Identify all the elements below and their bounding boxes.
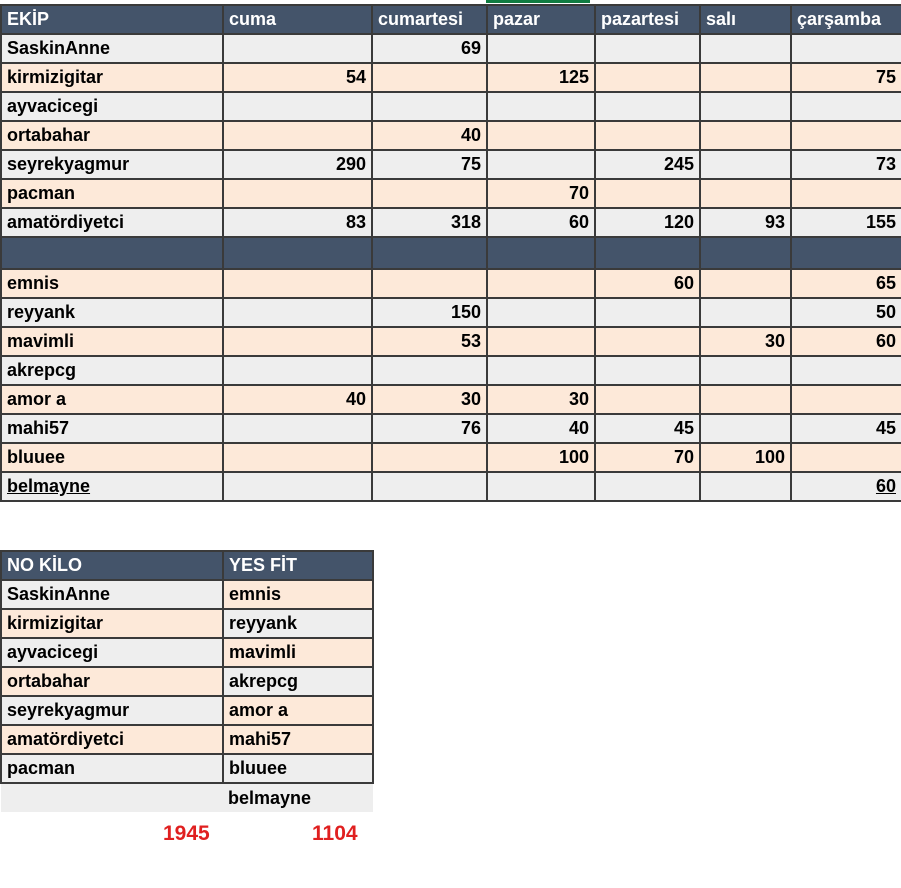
cell-value[interactable] — [595, 327, 700, 356]
cell-value[interactable] — [700, 92, 791, 121]
table-row — [1, 208, 901, 237]
cell-value[interactable] — [223, 356, 372, 385]
cell-value[interactable] — [700, 150, 791, 179]
cell-value[interactable] — [223, 472, 372, 501]
cell-value[interactable] — [223, 92, 372, 121]
table-row — [1, 356, 901, 385]
yes-fit-total: 1104 — [312, 822, 358, 845]
cell-value[interactable] — [791, 385, 901, 414]
table-row — [1, 298, 901, 327]
cell-value[interactable] — [595, 472, 700, 501]
separator-cell[interactable] — [223, 237, 372, 269]
no-kilo-name[interactable]: SaskinAnne — [1, 580, 223, 609]
column-header-no-kilo[interactable]: NO KİLO — [1, 551, 223, 580]
separator-cell[interactable] — [487, 237, 595, 269]
cell-value[interactable] — [223, 414, 372, 443]
cell-value[interactable]: 30 — [372, 385, 487, 414]
member-name[interactable]: emnis — [1, 269, 223, 298]
cell-value[interactable]: 100 — [487, 443, 595, 472]
cell-value[interactable] — [700, 179, 791, 208]
summary-header-row — [1, 551, 373, 580]
column-header-yes-fit[interactable]: YES FİT — [223, 551, 373, 580]
yes-fit-name[interactable]: mavimli — [223, 638, 373, 667]
cell-value[interactable]: 290 — [223, 150, 372, 179]
cell-value[interactable] — [372, 472, 487, 501]
table-row — [1, 414, 901, 443]
cell-value[interactable] — [791, 34, 901, 63]
cell-value[interactable] — [372, 356, 487, 385]
no-kilo-name[interactable] — [1, 783, 223, 812]
cell-value[interactable]: 318 — [372, 208, 487, 237]
member-name[interactable]: bluuee — [1, 443, 223, 472]
yes-fit-name[interactable]: amor a — [223, 696, 373, 725]
table-row — [1, 696, 373, 725]
cell-value[interactable] — [595, 179, 700, 208]
cell-value[interactable]: 40 — [372, 121, 487, 150]
cell-value[interactable]: 245 — [595, 150, 700, 179]
cell-value[interactable]: 93 — [700, 208, 791, 237]
cell-value[interactable]: 45 — [595, 414, 700, 443]
cell-value[interactable] — [595, 63, 700, 92]
member-name[interactable]: belmayne — [1, 472, 223, 501]
cell-value[interactable]: 60 — [487, 208, 595, 237]
cell-value[interactable] — [372, 269, 487, 298]
no-kilo-name[interactable]: ortabahar — [1, 667, 223, 696]
no-kilo-name[interactable]: kirmizigitar — [1, 609, 223, 638]
cell-value[interactable] — [595, 298, 700, 327]
cell-value[interactable]: 60 — [791, 472, 901, 501]
member-name[interactable]: ayvacicegi — [1, 92, 223, 121]
cell-value[interactable]: 155 — [791, 208, 901, 237]
cell-value[interactable] — [700, 121, 791, 150]
table-row — [1, 269, 901, 298]
table-row — [1, 667, 373, 696]
cell-value[interactable]: 120 — [595, 208, 700, 237]
cell-value[interactable] — [595, 385, 700, 414]
cell-value[interactable]: 40 — [487, 414, 595, 443]
table-row — [1, 472, 901, 501]
cell-value[interactable]: 75 — [372, 150, 487, 179]
cell-value[interactable] — [700, 356, 791, 385]
table-row — [1, 580, 373, 609]
cell-value[interactable]: 75 — [791, 63, 901, 92]
member-name[interactable]: ortabahar — [1, 121, 223, 150]
member-name[interactable]: amor a — [1, 385, 223, 414]
cell-value[interactable] — [487, 327, 595, 356]
member-name[interactable]: amatördiyetci — [1, 208, 223, 237]
table-row — [1, 179, 901, 208]
separator-cell[interactable] — [1, 237, 223, 269]
yes-fit-name[interactable]: mahi57 — [223, 725, 373, 754]
separator-cell[interactable] — [372, 237, 487, 269]
group-separator-row — [1, 237, 901, 269]
cell-value[interactable]: 70 — [487, 179, 595, 208]
cell-value[interactable] — [487, 34, 595, 63]
cell-value[interactable] — [791, 121, 901, 150]
cell-value[interactable]: 100 — [700, 443, 791, 472]
separator-cell[interactable] — [791, 237, 901, 269]
table-row — [1, 609, 373, 638]
yes-fit-name[interactable]: akrepcg — [223, 667, 373, 696]
member-name[interactable]: reyyank — [1, 298, 223, 327]
cell-value[interactable]: 45 — [791, 414, 901, 443]
table-row — [1, 725, 373, 754]
member-name[interactable]: kirmizigitar — [1, 63, 223, 92]
cell-value[interactable]: 76 — [372, 414, 487, 443]
cell-value[interactable] — [791, 356, 901, 385]
cell-value[interactable] — [487, 269, 595, 298]
summary-table — [0, 550, 374, 812]
cell-value[interactable] — [223, 327, 372, 356]
cell-value[interactable] — [223, 443, 372, 472]
cell-value[interactable] — [700, 385, 791, 414]
cell-value[interactable]: 40 — [223, 385, 372, 414]
column-header-wednesday[interactable]: çarşamba — [791, 5, 901, 34]
no-kilo-name[interactable]: amatördiyetci — [1, 725, 223, 754]
member-name[interactable]: seyrekyagmur — [1, 150, 223, 179]
cell-value[interactable] — [791, 92, 901, 121]
column-header-sunday[interactable]: pazar — [487, 5, 595, 34]
team-weekly-table — [0, 4, 901, 502]
cell-value[interactable] — [372, 63, 487, 92]
cell-value[interactable] — [372, 443, 487, 472]
table-row — [1, 150, 901, 179]
cell-value[interactable] — [700, 298, 791, 327]
cell-value[interactable] — [595, 356, 700, 385]
cell-value[interactable] — [223, 269, 372, 298]
active-cell-indicator — [486, 0, 590, 3]
member-name[interactable]: mahi57 — [1, 414, 223, 443]
column-header-saturday[interactable]: cumartesi — [372, 5, 487, 34]
table-row — [1, 638, 373, 667]
column-header-tuesday[interactable]: salı — [700, 5, 791, 34]
cell-value[interactable]: 125 — [487, 63, 595, 92]
cell-value[interactable]: 69 — [372, 34, 487, 63]
cell-value[interactable] — [700, 269, 791, 298]
table-row — [1, 754, 373, 783]
cell-value[interactable]: 65 — [791, 269, 901, 298]
cell-value[interactable] — [791, 179, 901, 208]
cell-value[interactable]: 53 — [372, 327, 487, 356]
cell-value[interactable] — [487, 356, 595, 385]
cell-value[interactable] — [223, 298, 372, 327]
cell-value[interactable] — [487, 150, 595, 179]
cell-value[interactable] — [595, 34, 700, 63]
cell-value[interactable]: 60 — [595, 269, 700, 298]
yes-fit-name[interactable]: belmayne — [223, 783, 373, 812]
yes-fit-name[interactable]: reyyank — [223, 609, 373, 638]
cell-value[interactable]: 73 — [791, 150, 901, 179]
table-row — [1, 783, 373, 812]
yes-fit-name[interactable]: bluuee — [223, 754, 373, 783]
cell-value[interactable]: 54 — [223, 63, 372, 92]
cell-value[interactable]: 30 — [487, 385, 595, 414]
table-row — [1, 121, 901, 150]
table-row — [1, 34, 901, 63]
no-kilo-total: 1945 — [163, 822, 210, 845]
cell-value[interactable] — [700, 34, 791, 63]
cell-value[interactable]: 30 — [700, 327, 791, 356]
cell-value[interactable] — [700, 414, 791, 443]
yes-fit-name[interactable]: emnis — [223, 580, 373, 609]
cell-value[interactable] — [372, 179, 487, 208]
table-row — [1, 63, 901, 92]
cell-value[interactable] — [487, 298, 595, 327]
cell-value[interactable] — [487, 92, 595, 121]
cell-value[interactable] — [487, 121, 595, 150]
cell-value[interactable]: 150 — [372, 298, 487, 327]
separator-cell[interactable] — [595, 237, 700, 269]
cell-value[interactable] — [223, 34, 372, 63]
cell-value[interactable] — [223, 121, 372, 150]
table-row — [1, 443, 901, 472]
cell-value[interactable] — [700, 472, 791, 501]
table-row — [1, 385, 901, 414]
member-name[interactable]: SaskinAnne — [1, 34, 223, 63]
member-name[interactable]: akrepcg — [1, 356, 223, 385]
cell-value[interactable]: 70 — [595, 443, 700, 472]
cell-value[interactable]: 83 — [223, 208, 372, 237]
cell-value[interactable] — [487, 472, 595, 501]
cell-value[interactable] — [223, 179, 372, 208]
column-header-team[interactable]: EKİP — [1, 5, 223, 34]
member-name[interactable]: mavimli — [1, 327, 223, 356]
cell-value[interactable]: 60 — [791, 327, 901, 356]
no-kilo-name[interactable]: pacman — [1, 754, 223, 783]
cell-value[interactable] — [372, 92, 487, 121]
cell-value[interactable] — [791, 443, 901, 472]
cell-value[interactable] — [595, 121, 700, 150]
column-header-friday[interactable]: cuma — [223, 5, 372, 34]
table-row — [1, 327, 901, 356]
cell-value[interactable] — [700, 63, 791, 92]
column-header-monday[interactable]: pazartesi — [595, 5, 700, 34]
table-row — [1, 92, 901, 121]
cell-value[interactable] — [595, 92, 700, 121]
cell-value[interactable]: 50 — [791, 298, 901, 327]
member-name[interactable]: pacman — [1, 179, 223, 208]
header-row — [1, 5, 901, 34]
separator-cell[interactable] — [700, 237, 791, 269]
no-kilo-name[interactable]: ayvacicegi — [1, 638, 223, 667]
no-kilo-name[interactable]: seyrekyagmur — [1, 696, 223, 725]
